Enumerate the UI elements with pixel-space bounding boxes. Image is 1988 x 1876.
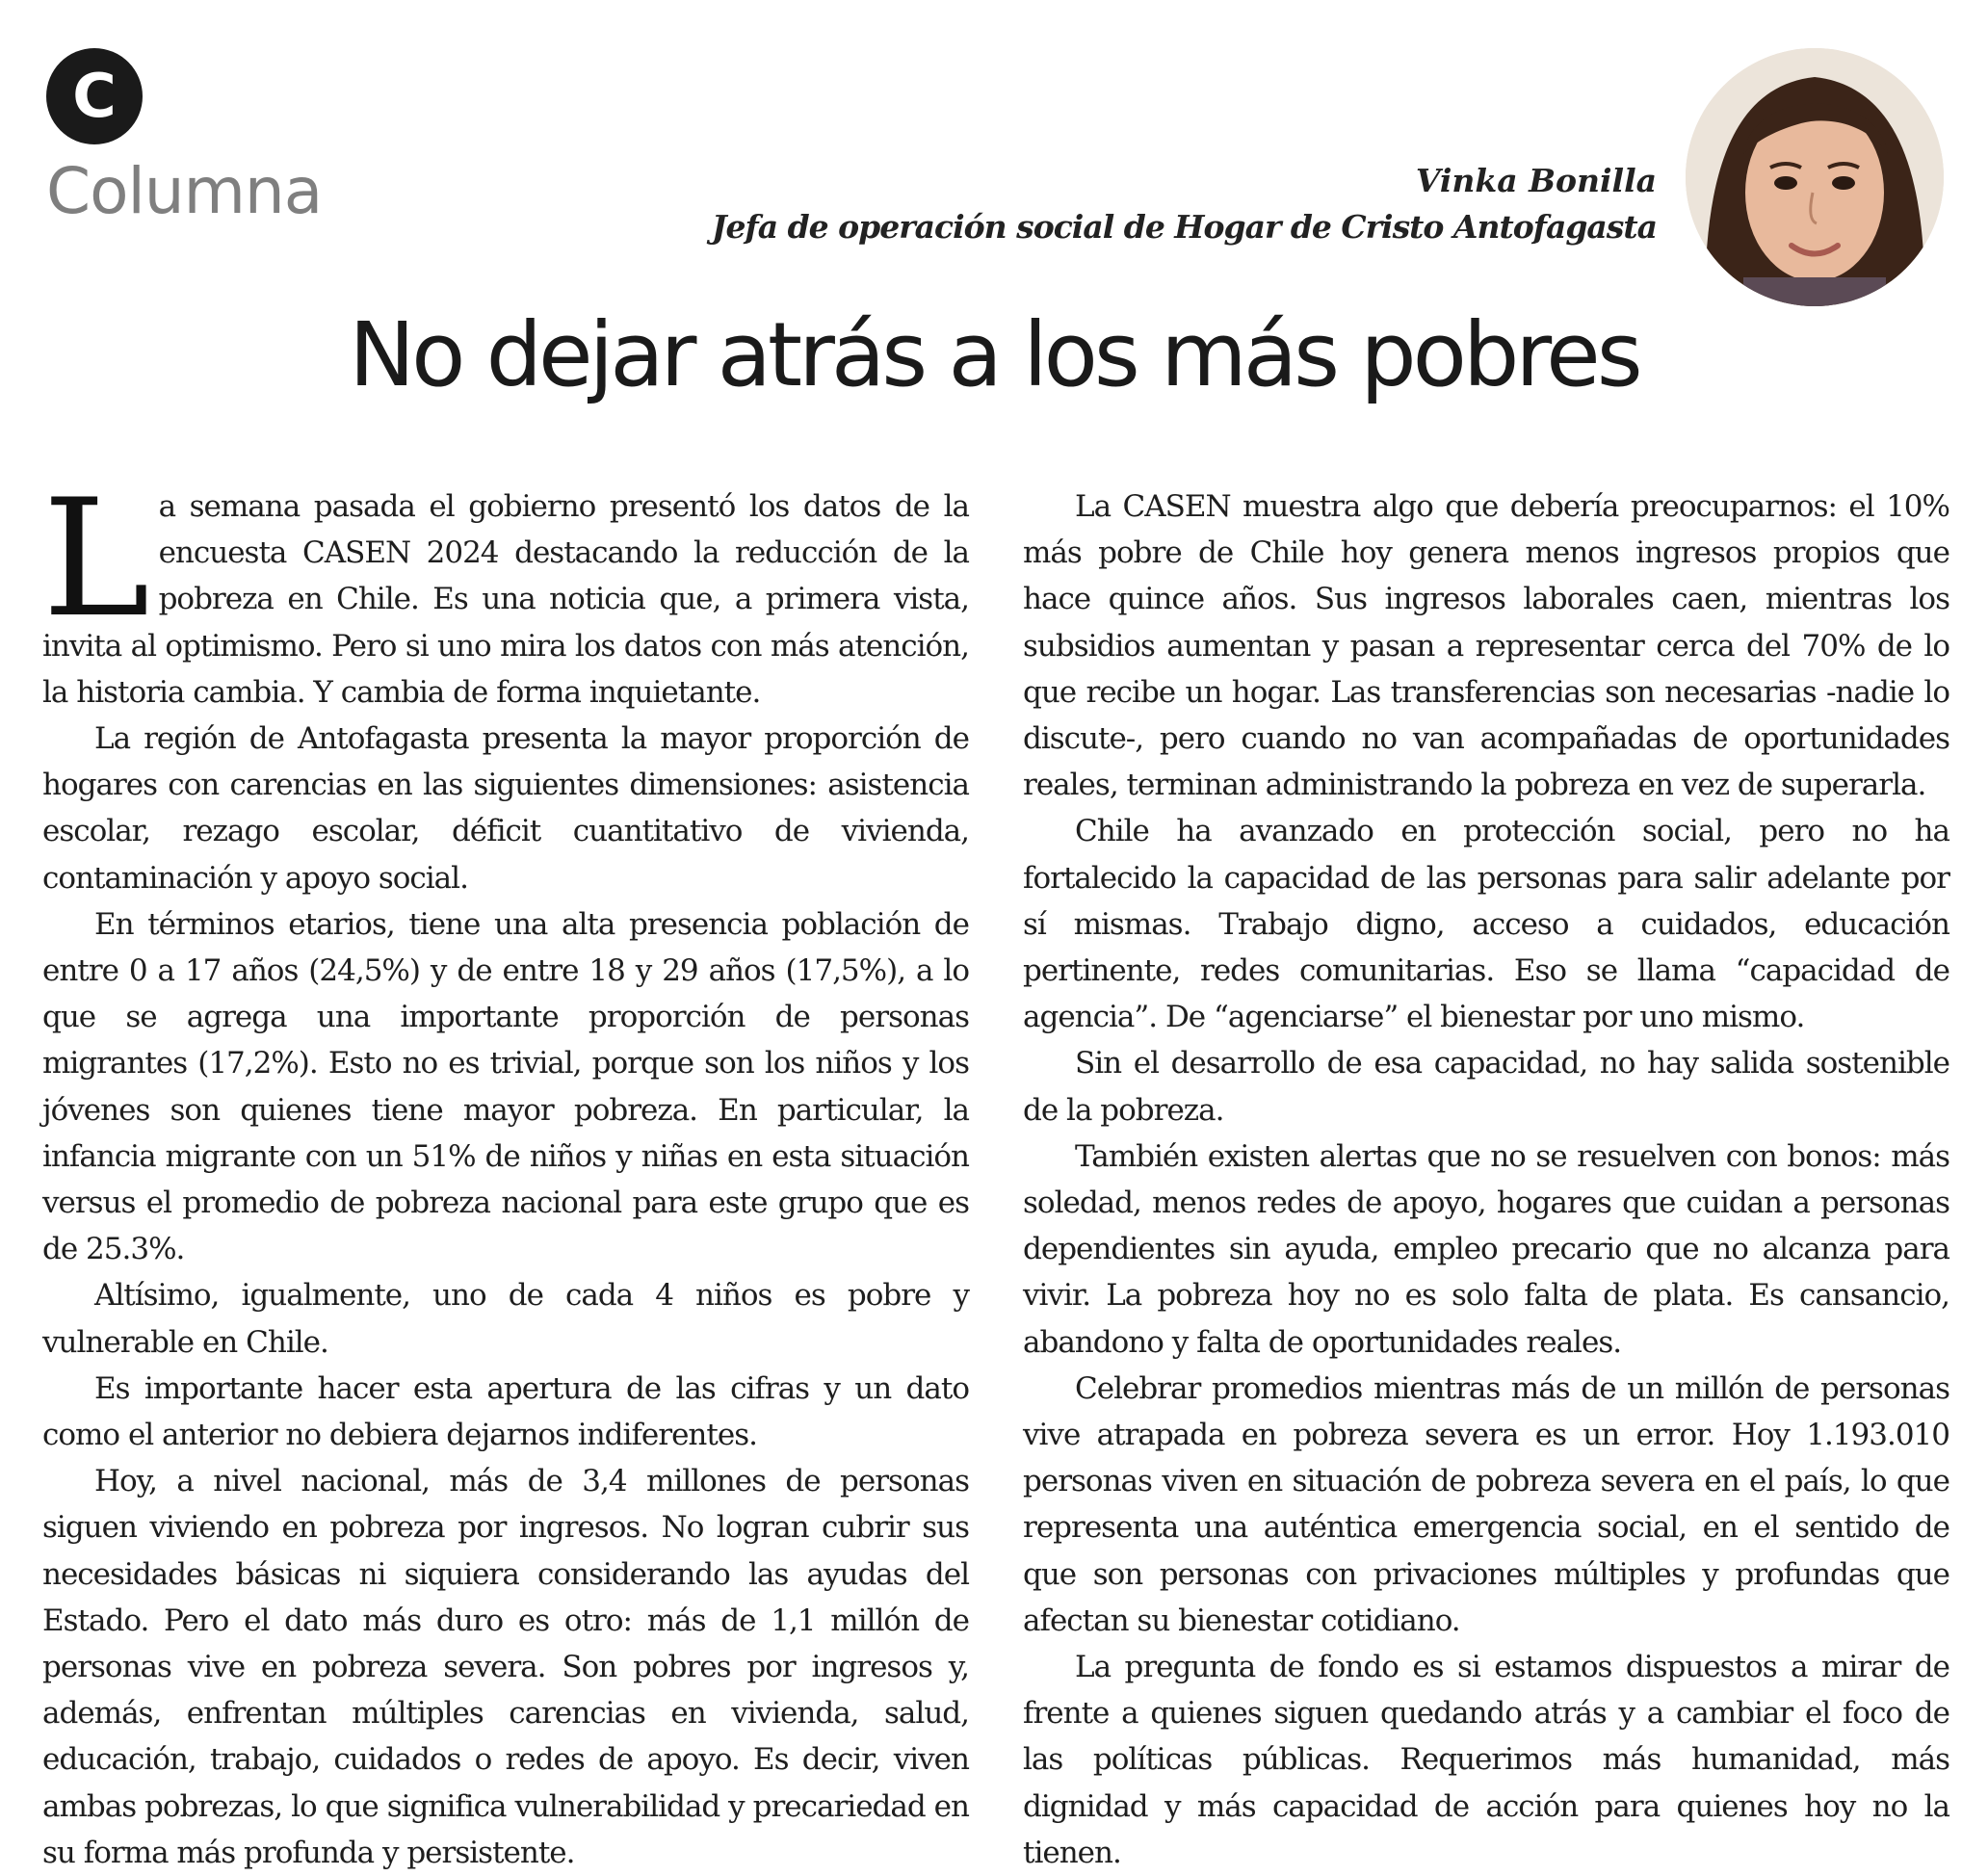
drop-cap: L: [42, 464, 149, 653]
paragraph: La CASEN muestra algo que debería preocuparnos: el 10% más pobre de Chile hoy genera menos ingresos propios que hace quince años. Sus ingresos laborales caen, mientras los subsidios aumentan y pasan a representar cerca del 70% de lo que recibe un hogar. Las transferencias son necesarias -nadie lo discute-, pero cuando no van acompañadas de oportunidades reales, terminan administrando la pobreza en vez de superarla.: [1023, 489, 1949, 803]
paragraph: También existen alertas que no se resuelven con bonos: más soledad, menos redes de apoyo, hogares que cuidan a personas dependientes sin ayuda, empleo precario que no alcanza para vivir. La pobreza hoy no es solo falta de plata. Es cansancio, abandono y falta de oportunidades reales.: [1023, 1138, 1949, 1360]
section-badge: C: [46, 48, 143, 144]
author-name: Vinka Bonilla: [1415, 162, 1657, 199]
paragraph: La semana pasada el gobierno presentó los datos de la encuesta CASEN 2024 destacando la reducción de la pobreza en Chile. Es una noticia que, a primera vista, invita al optimismo. Pero si uno mira los datos con más atención, la historia cambia. Y cambia de forma inquietante.: [42, 464, 969, 710]
paragraph: Sin el desarrollo de esa capacidad, no hay salida sostenible de la pobreza.: [1023, 1046, 1949, 1128]
headline: No dejar atrás a los más pobres: [349, 303, 1639, 406]
section-label: Columna: [46, 154, 323, 228]
author-byline: [712, 158, 1657, 250]
paragraph: La región de Antofagasta presenta la mayor proporción de hogares con carencias en las siguientes dimensiones: asistencia escolar, rezago escolar, déficit cuantitativo de vivienda, contaminación y apoyo social.: [42, 721, 969, 896]
author-photo: [1686, 48, 1944, 306]
paragraph: Altísimo, igualmente, uno de cada 4 niños es pobre y vulnerable en Chile.: [42, 1278, 969, 1360]
paragraph: Es importante hacer esta apertura de las cifras y un dato como el anterior no debiera dejarnos indiferentes.: [42, 1370, 969, 1453]
author-role: Jefa de operación social de Hogar de Cristo Antofagasta: [711, 208, 1657, 246]
article-column-right: [1023, 483, 1949, 1876]
paragraph: Celebrar promedios mientras más de un millón de personas vive atrapada en pobreza severa es un error. Hoy 1.193.010 personas viven en situación de pobreza severa en el país, lo que representa una auténtica emergencia social, en el sentido de que son personas con privaciones múltiples y profundas que afectan su bienestar cotidiano.: [1023, 1370, 1949, 1638]
paragraph: Hoy, a nivel nacional, más de 3,4 millones de personas siguen viviendo en pobreza por ingresos. No logran cubrir sus necesidades básicas ni siquiera considerando las ayudas del Estado. Pero el dato más duro es otro: más de 1,1 millón de personas vive en pobreza severa. Son pobres por ingresos y, además, enfrentan múltiples carencias en vivienda, salud, educación, trabajo, cuidados o redes de apoyo. Es decir, viven ambas pobrezas, lo que significa vulnerabilidad y precariedad en su forma más profunda y persistente.: [42, 1464, 969, 1870]
article-column-left: [42, 464, 969, 1876]
paragraph: La pregunta de fondo es si estamos dispuestos a mirar de frente a quienes siguen quedando atrás y a cambiar el foco de las políticas públicas. Requerimos más humanidad, más dignidad y más capacidad de acción para quienes hoy no la tienen.: [1023, 1650, 1949, 1870]
paragraph: Chile ha avanzado en protección social, pero no ha fortalecido la capacidad de las personas para salir adelante por sí mismas. Trabajo digno, acceso a cuidados, educación pertinente, redes comunitarias. Eso se llama “capacidad de agencia”. De “agenciarse” el bienestar por uno mismo.: [1023, 814, 1949, 1035]
paragraph: En términos etarios, tiene una alta presencia población de entre 0 a 17 años (24,5%) y de entre 18 y 29 años (17,5%), a lo que se agrega una importante proporción de personas migrantes (17,2%). Esto no es trivial, porque son los niños y los jóvenes son quienes tiene mayor pobreza. En particular, la infancia migrante con un 51% de niños y niñas en esta situación versus el promedio de pobreza nacional para este grupo que es de 25.3%.: [42, 906, 969, 1267]
portrait-image: [1686, 48, 1944, 306]
